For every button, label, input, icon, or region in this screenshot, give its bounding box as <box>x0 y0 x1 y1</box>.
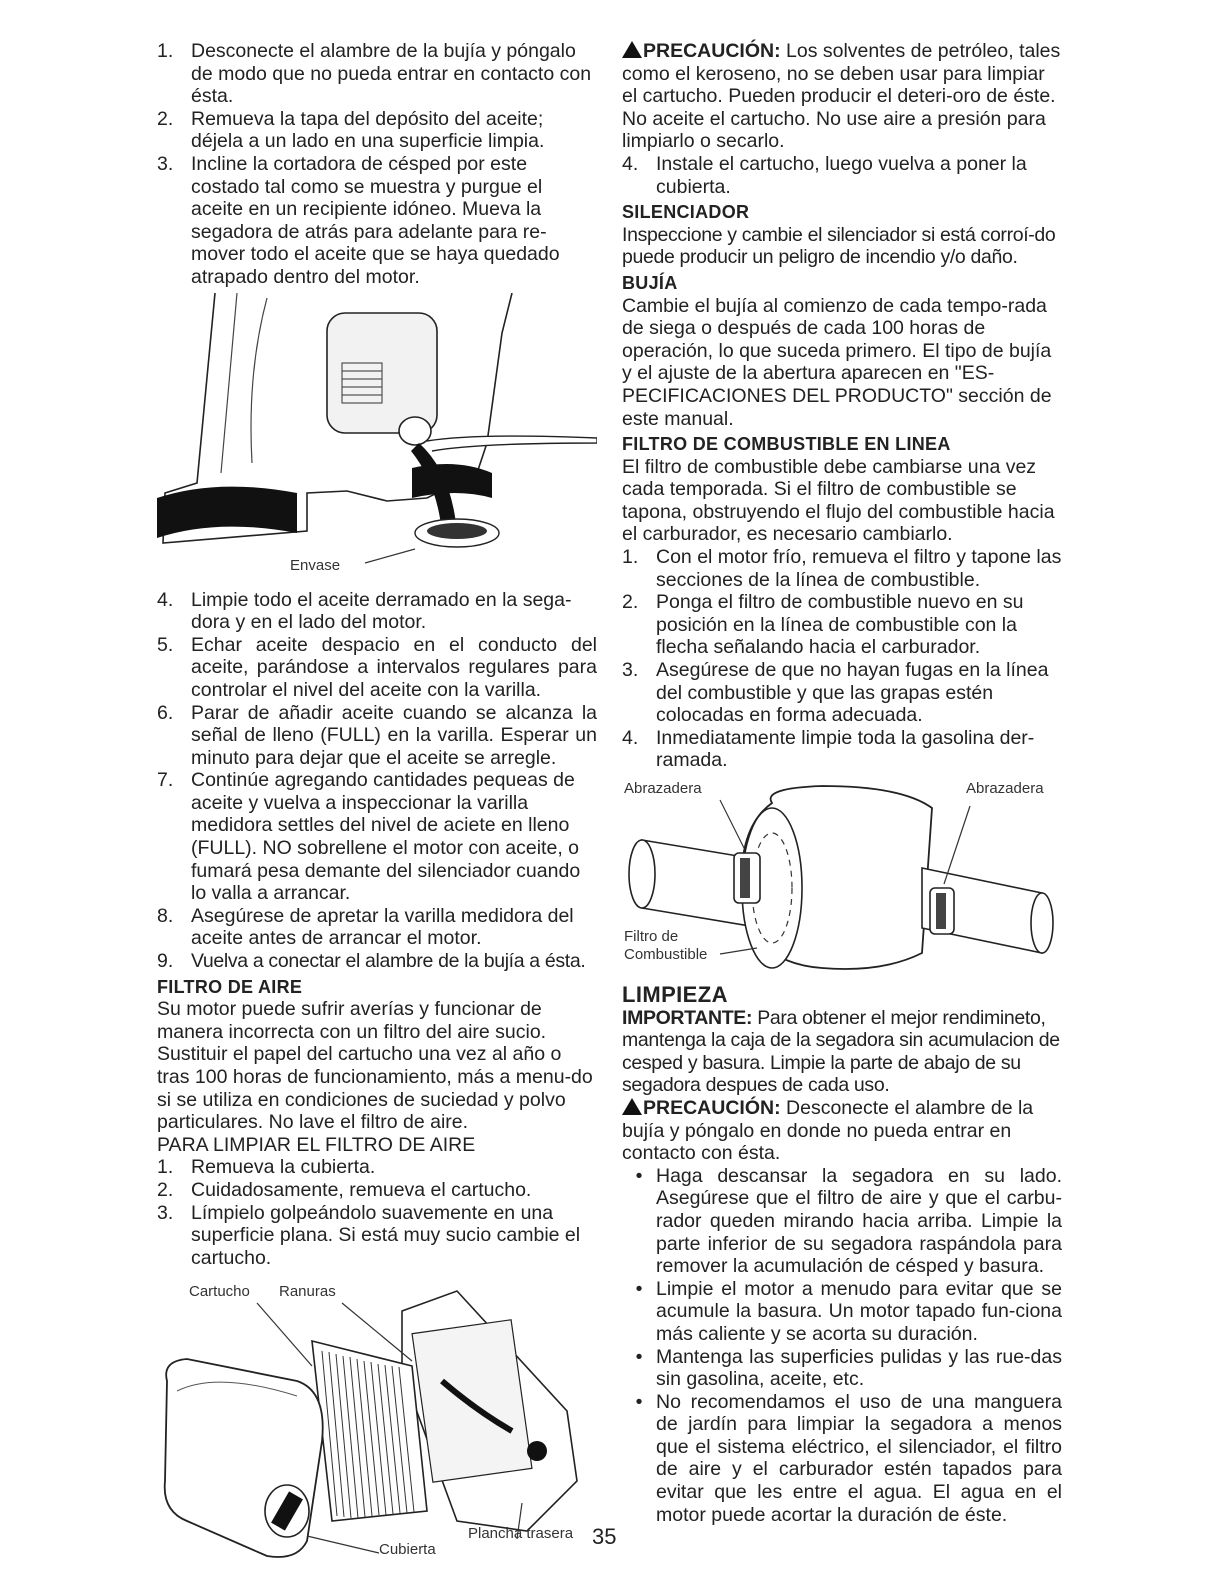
right-column <box>622 40 1062 1526</box>
cover-label: Cubierta <box>379 1541 436 1559</box>
list-item: 1. Con el motor frío, remueva el filtro y tapone las secciones de la línea de combustible. <box>622 546 1062 591</box>
fuel-filter-label-line1: Filtro de <box>624 928 679 945</box>
list-item: 3. Asegúrese de que no hayan fugas en la línea del combustible y que las grapas estén colocadas en forma adecuada. <box>622 659 1049 727</box>
cartridge-label: Cartucho <box>189 1283 250 1301</box>
clamp-left-label: Abrazadera <box>624 780 702 797</box>
air-filter-figure <box>157 1271 597 1561</box>
slots-label: Ranuras <box>279 1283 336 1301</box>
list-item: 7. Continúe agregando cantidades pequeas de aceite y vuelva a inspeccionar la varilla medidora settles del nivel de aciete en lleno (FULL). NO sobrellene el motor con aceite, o fumará pesa demante del silenciador cuando lo valla a arrancar. <box>157 769 581 905</box>
air-filter-heading: FILTRO DE AIRE <box>157 976 303 997</box>
warning-icon <box>622 41 642 58</box>
list-item: 3. Incline la cortadora de césped por este costado tal como se muestra y purgue el aceite en un recipiente idóneo. Mueva la segadora de atrás para adelante para re-mover todo el aceite que se haya quedado atrapado dentro del motor. <box>157 152 560 288</box>
oil-drain-figure <box>157 293 597 585</box>
page-number: 35 <box>592 1524 617 1549</box>
list-item: 3. Límpielo golpeándolo suavemente en una superficie plana. Si está muy sucio cambie el cartucho. <box>157 1201 581 1269</box>
list-item: 4. Instale el cartucho, luego vuelva a poner la cubierta. <box>622 152 1027 198</box>
caution2-paragraph: PRECAUCIÓN: Desconecte el alambre de la bujía y póngalo en donde no pueda entrar en contacto con ésta. <box>622 1096 1034 1165</box>
caution-paragraph: PRECAUCIÓN: Los solventes de petróleo, tales como el keroseno, no se deben usar para limpiar el cartucho. Pueden producir el deteri-oro de éste. No aceite el cartucho. No use aire a presión para limpiarlo o secarlo. <box>622 40 1061 153</box>
fuel-filter-text: El filtro de combustible debe cambiarse una vez cada temporada. Si el filtro de combustible se tapona, obstruyendo el flujo del combustible hacia el carburador, es necesario cambiarlo. <box>622 455 1055 546</box>
clamp-right-label: Abrazadera <box>966 780 1044 797</box>
list-item: • Mantenga las superficies pulidas y las rue-das sin gasolina, aceite, etc. <box>635 1345 1062 1391</box>
back-plate-label: Plancha trasera <box>468 1525 574 1543</box>
fuel-filter-heading: FILTRO DE COMBUSTIBLE EN LINEA <box>622 434 951 455</box>
list-item: 8. Asegúrese de apretar la varilla medidora del aceite antes de arrancar el motor. <box>157 904 574 950</box>
air-filter-illustration <box>157 1271 597 1561</box>
warning-icon <box>622 1098 642 1115</box>
cleaning-heading: LIMPIEZA <box>622 982 728 1007</box>
important-paragraph: IMPORTANTE: Para obtener el mejor rendimineto, mantenga la caja de la segadora sin acumulacion de cesped y basura. Limpie la parte de abajo de su segadora despues de cada uso. <box>622 1006 1060 1097</box>
spark-plug-text: Cambie el bujía al comienzo de cada tempo-rada de siega o después de cada 100 horas de operación, lo que suceda primero. El tipo de bujía y el ajuste de la abertura aparecen en "ES-PECIFICACIONES DEL PRODUCTO" sección de este manual. <box>622 294 1052 430</box>
list-item: 1. Desconecte el alambre de la bujía y póngalo de modo que no pueda entrar en contacto con ésta. <box>157 40 592 108</box>
cleaning-bullets <box>622 1165 1062 1527</box>
muffler-text: Inspeccione y cambie el silenciador si está corroí-do puede producir un peligro de incendio y/o daño. <box>622 223 1056 269</box>
fuel-filter-figure <box>622 778 1062 978</box>
oil-drain-illustration <box>157 293 597 585</box>
list-item: • No recomendamos el uso de una manguera de jardín para limpiar la segadora a menos que el sistema eléctrico, el silenciador, el filtro de aire y el carburador estén tapados para evitar que les entre el agua. El agua en el motor puede acortar la duración de éste. <box>635 1390 1062 1526</box>
muffler-heading: SILENCIADOR <box>622 202 750 223</box>
fuel-filter-label-line2: Combustible <box>624 946 708 963</box>
list-item: • Limpie el motor a menudo para evitar que se acumule la basura. Un motor tapado fun-ciona más caliente y se acorta su duración. <box>635 1277 1062 1345</box>
list-item: • Haga descansar la segadora en su lado. Asegúrese que el filtro de aire y que el carbu-rador queden mirando hacia arriba. Limpie la parte inferior de su segadora raspándola para remover la acumulación de césped y basura. <box>635 1164 1062 1278</box>
spark-plug-heading: BUJÍA <box>622 272 678 293</box>
list-item: 2. Ponga el filtro de combustible nuevo en su posición en la línea de combustible con la flecha señalando hacia el carburador. <box>622 591 1024 659</box>
air-filter-text: Su motor puede sufrir averías y funcionar de manera incorrecta con un filtro del aire sucio. Sustituir el papel del cartucho una vez al año o tras 100 horas de funcionamiento, más a menu-do si se utiliza en condiciones de suciedad y polvo particulares. No lave el filtro de aire. <box>157 998 593 1134</box>
list-item: 9. Vuelva a conectar el alambre de la bujía a ésta. <box>157 950 586 973</box>
fuel-filter-steps <box>622 546 1062 772</box>
list-item: 6. Parar de añadir aceite cuando se alcanza la señal de lleno (FULL) en la varilla. Esperar un minuto para dejar que el aceite se arregle. <box>157 701 597 769</box>
list-item: 2. Remueva la tapa del depósito del aceite; déjela a un lado en una superficie limpia. <box>157 107 545 153</box>
container-label: Envase <box>290 556 341 574</box>
oil-steps-a <box>157 40 597 289</box>
clean-air-filter-heading: PARA LIMPIAR EL FILTRO DE AIRE <box>157 1133 476 1156</box>
air-filter-steps <box>157 1156 597 1269</box>
left-column <box>157 40 597 1565</box>
list-item: 4. Limpie todo el aceite derramado en la sega-dora y en el lado del motor. <box>157 588 572 634</box>
list-item: 2. Cuidadosamente, remueva el cartucho. <box>157 1178 532 1201</box>
list-item: 4. Inmediatamente limpie toda la gasolina der-ramada. <box>622 726 1035 772</box>
list-item: 1. Remueva la cubierta. <box>157 1156 376 1179</box>
list-item: 5. Echar aceite despacio en el conducto del aceite, parándose a intervalos regulares para controlar el nivel del aceite con la varilla. <box>157 633 597 701</box>
oil-steps-b <box>157 589 597 973</box>
